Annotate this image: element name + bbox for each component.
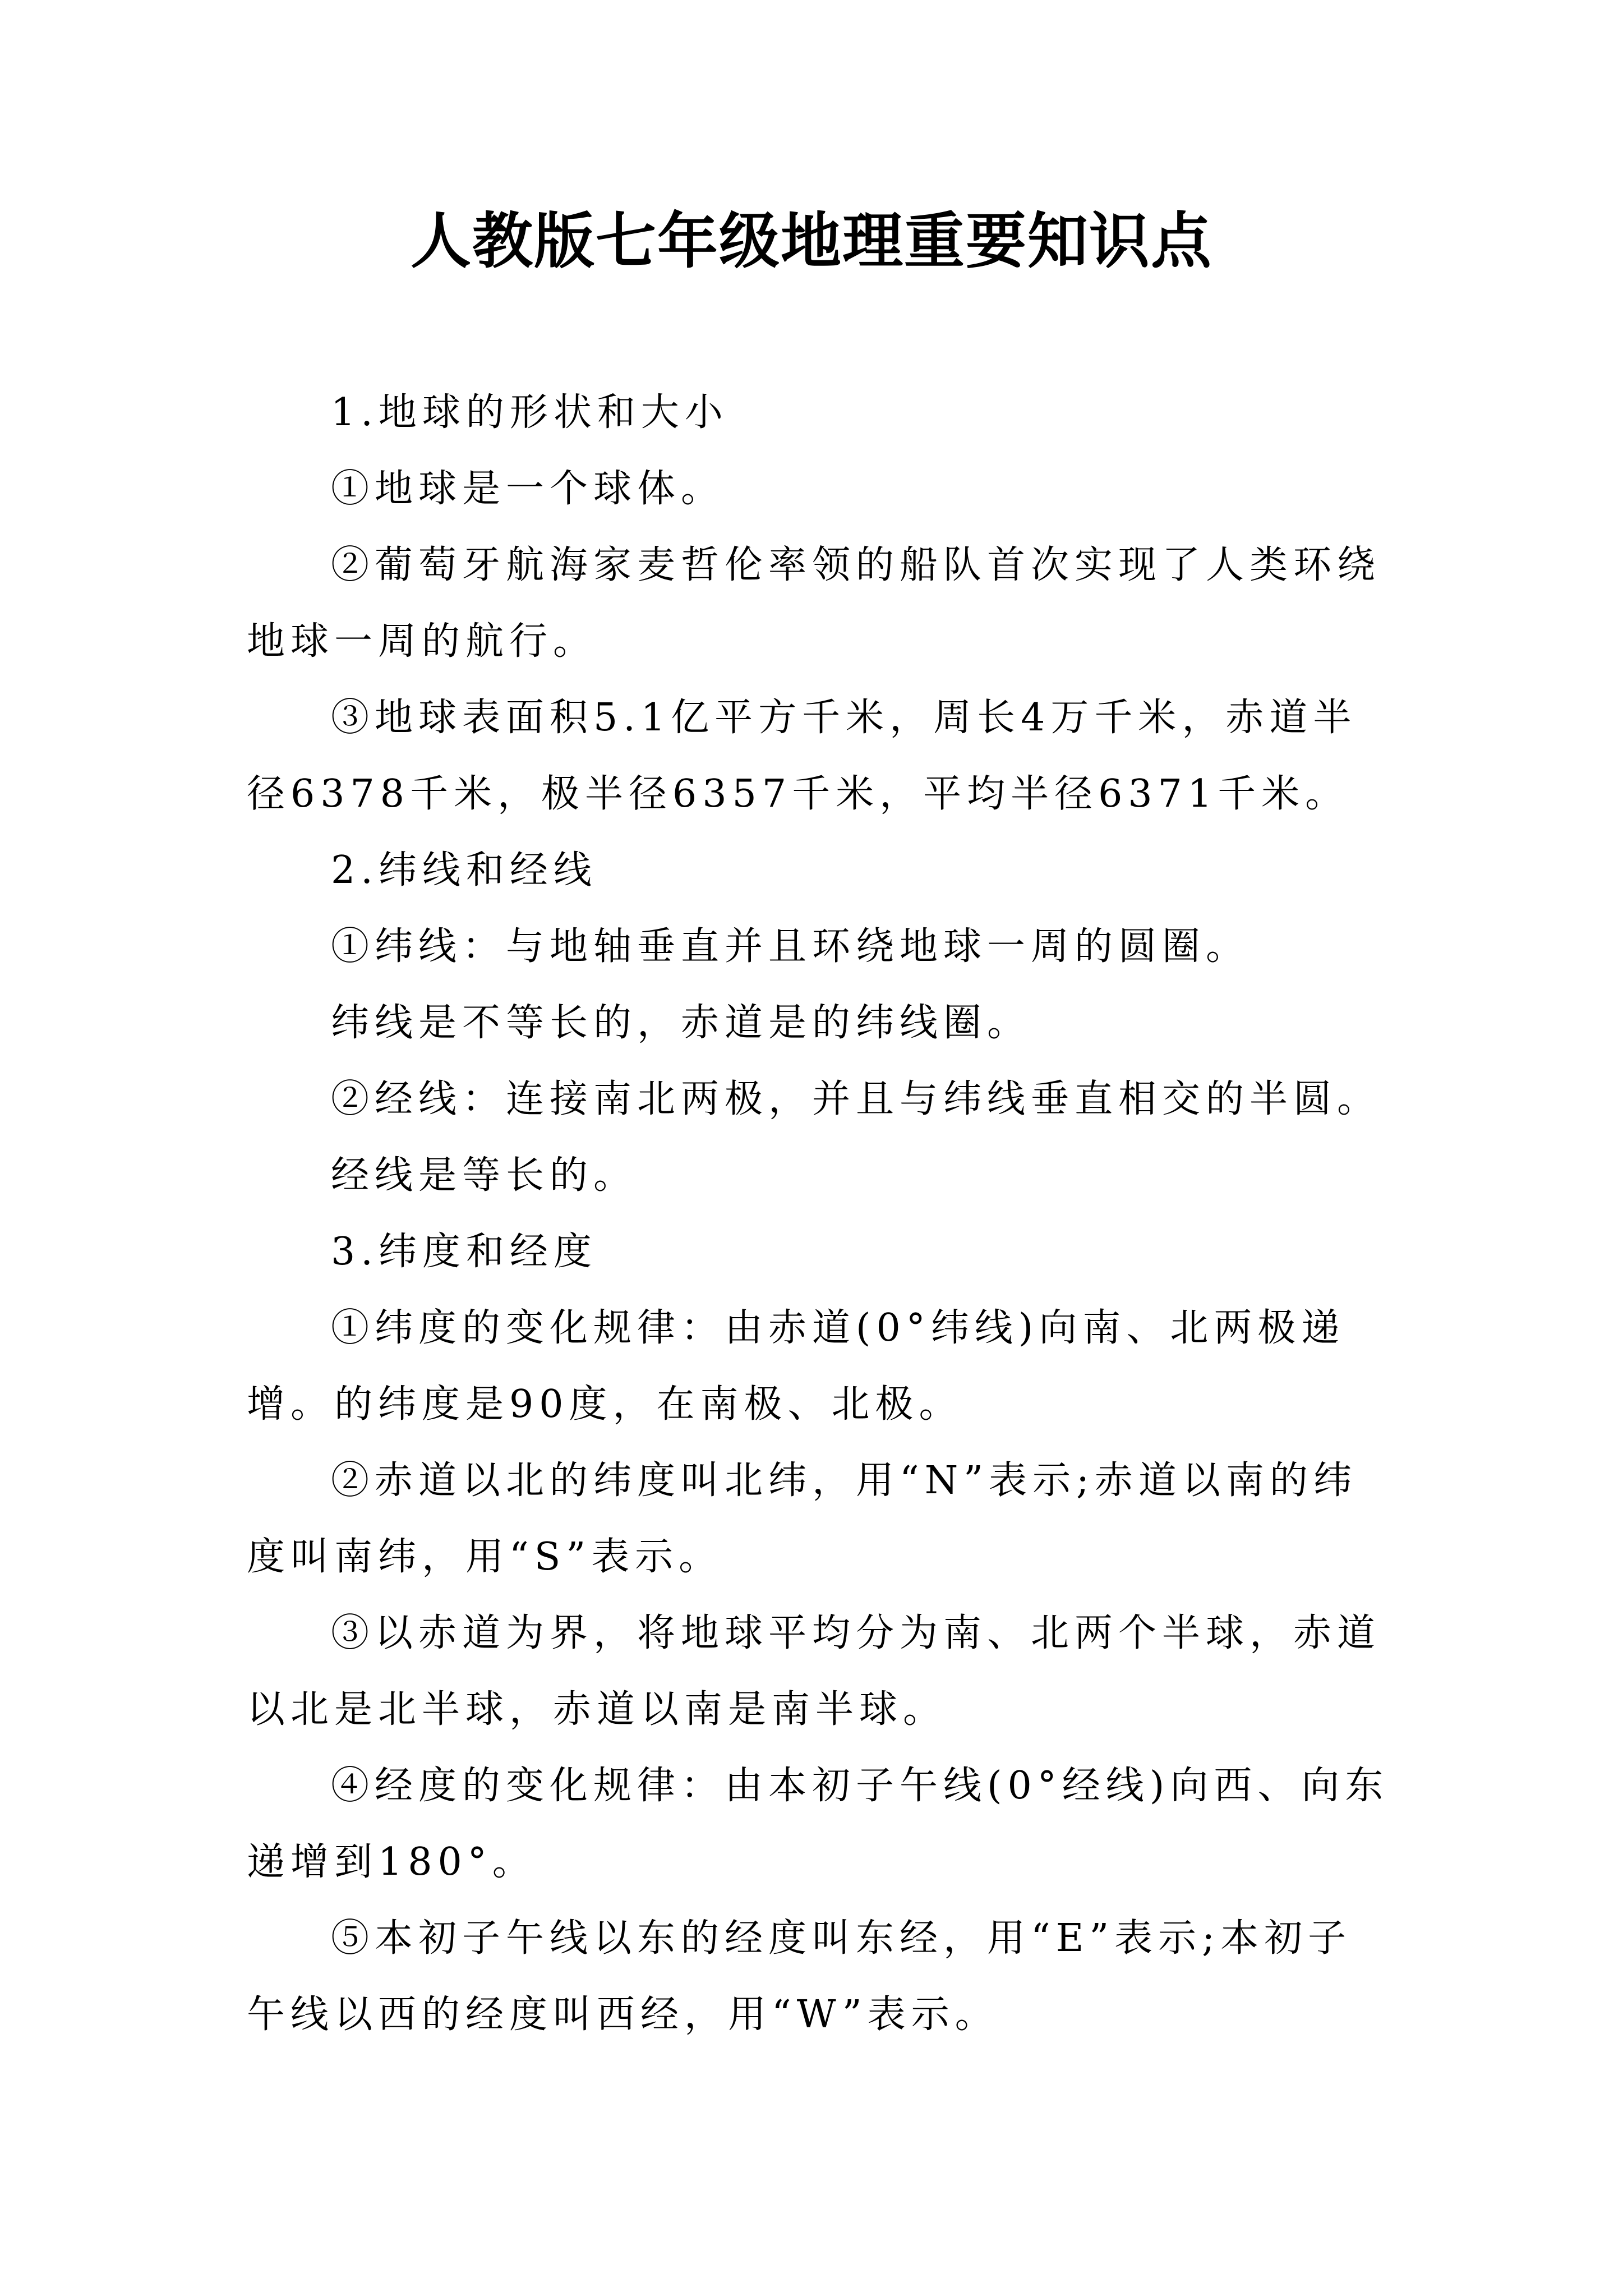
paragraph-north-south-latitude: ②赤道以北的纬度叫北纬，用“N”表示;赤道以南的纬度叫南纬，用“S”表示。: [247, 1458, 1357, 1579]
paragraph-earth-sphere: ①地球是一个球体。: [331, 467, 725, 511]
paragraph-east-west-longitude: ⑤本初子午线以东的经度叫东经，用“E”表示;本初子午线以西的经度叫西经，用“W”表示。: [247, 1916, 1352, 2037]
paragraph-longitude-rule: ④经度的变化规律：由本初子午线(0°经线)向西、向东递增到180°。: [247, 1764, 1389, 1884]
paragraph-meridian-definition: ②经线：连接南北两极，并且与纬线垂直相交的半圆。: [331, 1077, 1381, 1121]
document-body: [247, 375, 1391, 2053]
paragraph-earth-dimensions: ③地球表面积5.1亿平方千米，周长4万千米，赤道半径6378千米，极半径6357千米，平均半径6371千米。: [247, 696, 1357, 816]
section-heading-parallels-meridians: 2.纬线和经线: [331, 848, 597, 892]
paragraph-magellan: ②葡萄牙航海家麦哲伦率领的船队首次实现了人类环绕地球一周的航行。: [247, 543, 1381, 664]
paragraph-parallel-length: 纬线是不等长的，赤道是的纬线圈。: [331, 1001, 1031, 1045]
paragraph-hemispheres: ③以赤道为界，将地球平均分为南、北两个半球，赤道以北是北半球，赤道以南是南半球。: [247, 1611, 1381, 1732]
section-heading-shape-size: 1.地球的形状和大小: [331, 390, 728, 435]
document-title: 人教版七年级地理重要知识点: [410, 206, 1212, 277]
paragraph-meridian-length: 经线是等长的。: [331, 1153, 638, 1198]
paragraph-latitude-rule: ①纬度的变化规律：由赤道(0°纬线)向南、北两极递增。的纬度是90度，在南极、北极。: [247, 1306, 1345, 1427]
section-heading-latitude-longitude: 3.纬度和经度: [331, 1230, 597, 1274]
paragraph-parallel-definition: ①纬线：与地轴垂直并且环绕地球一周的圆圈。: [331, 924, 1250, 969]
